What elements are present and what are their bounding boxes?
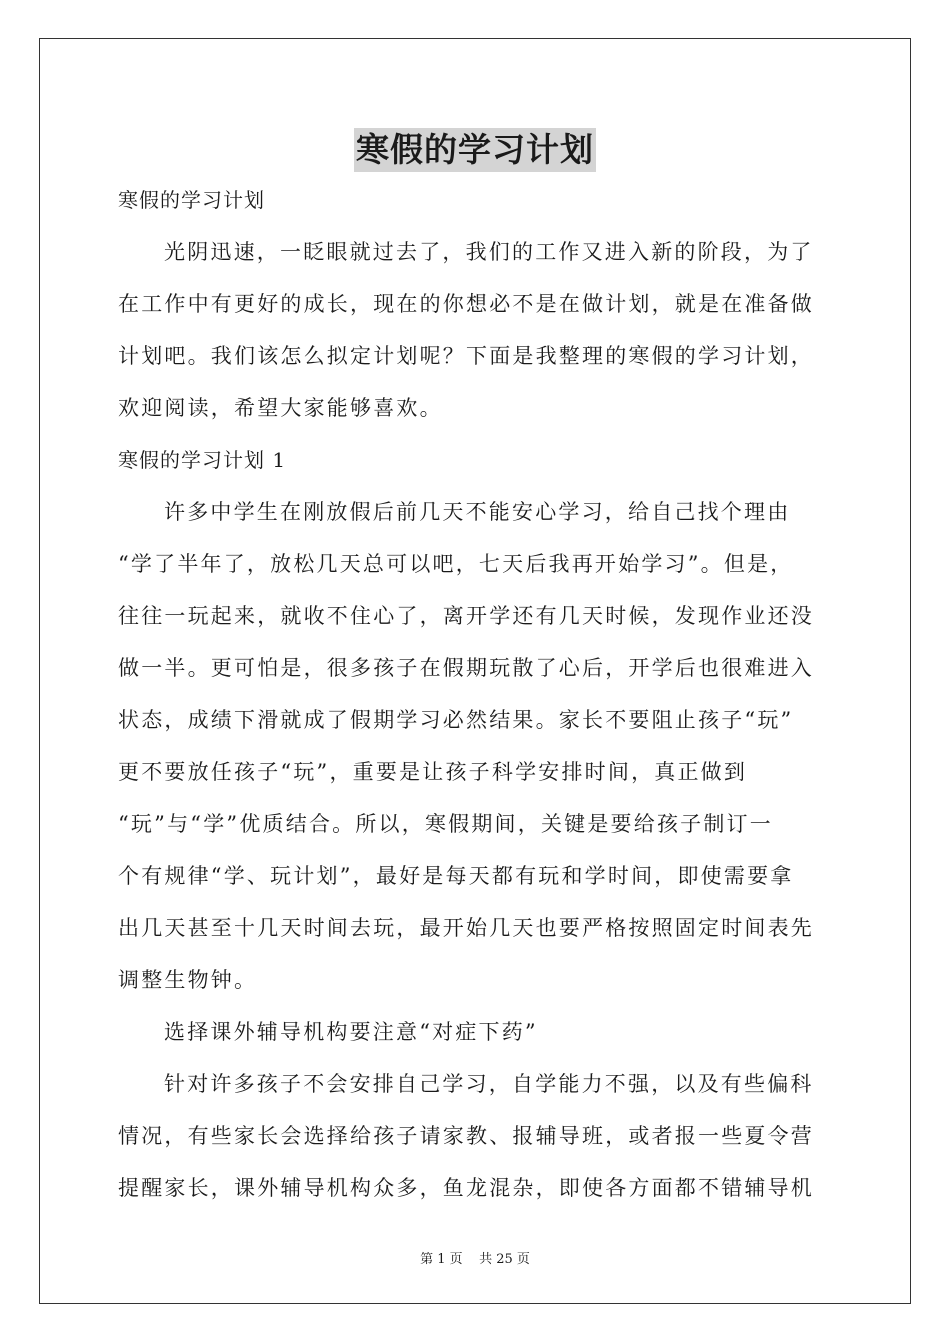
paragraph-first-line: 许多中学生在刚放假后前几天不能安心学习，给自己找个理由 xyxy=(164,500,791,524)
text-line: 更不要放任孩子“玩”，重要是让孩子科学安排时间，真正做到 xyxy=(118,760,748,784)
text-line: “玩”与“学”优质结合。所以，寒假期间，关键是要给孩子制订一 xyxy=(118,812,773,836)
text-line: 计划吧。我们该怎么拟定计划呢？下面是我整理的寒假的学习计划， xyxy=(118,344,814,368)
document-body xyxy=(118,174,834,1214)
text-line: 提醒家长，课外辅导机构众多，鱼龙混杂，即使各方面都不错辅导机 xyxy=(118,1176,814,1200)
text-line: 欢迎阅读，希望大家能够喜欢。 xyxy=(118,396,443,420)
paragraph-first-line: 光阴迅速，一眨眼就过去了，我们的工作又进入新的阶段，为了 xyxy=(164,240,814,264)
text-line: 情况，有些家长会选择给孩子请家教、报辅导班，或者报一些夏令营 xyxy=(118,1124,814,1148)
section-heading: 寒假的学习计划 1 xyxy=(118,448,287,472)
text-line: 状态，成绩下滑就成了假期学习必然结果。家长不要阻止孩子“玩” xyxy=(118,708,794,732)
page-number-footer: 第 1 页 共 25 页 xyxy=(420,1252,530,1267)
text-line: 出几天甚至十几天时间去玩，最开始几天也要严格按照固定时间表先 xyxy=(118,916,814,940)
text-line: 调整生物钟。 xyxy=(118,968,258,992)
paragraph-first-line: 针对许多孩子不会安排自己学习，自学能力不强，以及有些偏科 xyxy=(164,1072,814,1096)
text-line: “学了半年了，放松几天总可以吧，七天后我再开始学习”。但是， xyxy=(118,552,794,576)
document-title: 寒假的学习计划 xyxy=(354,128,596,172)
text-line: 个有规律“学、玩计划”，最好是每天都有玩和学时间，即使需要拿 xyxy=(118,864,794,888)
text-line: 在工作中有更好的成长，现在的你想必不是在做计划，就是在准备做 xyxy=(118,292,814,316)
paragraph-first-line: 选择课外辅导机构要注意“对症下药” xyxy=(164,1020,538,1044)
section-heading: 寒假的学习计划 xyxy=(118,188,265,212)
text-line: 往往一玩起来，就收不住心了，离开学还有几天时候，发现作业还没 xyxy=(118,604,814,628)
title-container xyxy=(0,128,950,172)
text-line: 做一半。更可怕是，很多孩子在假期玩散了心后，开学后也很难进入 xyxy=(118,656,814,680)
